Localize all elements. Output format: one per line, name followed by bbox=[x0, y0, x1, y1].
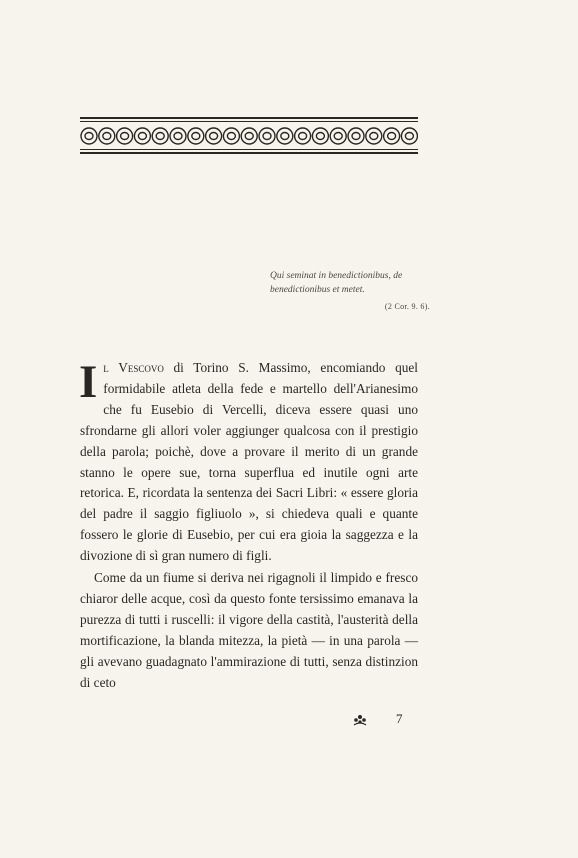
floral-ornament-icon bbox=[352, 713, 368, 727]
drop-cap: I bbox=[79, 356, 98, 408]
epigraph-text: Qui seminat in benedictionibus, de benedictionibus et metet. bbox=[270, 271, 403, 295]
epigraph-reference: (2 Cor. 9. 6). bbox=[384, 302, 430, 311]
page-number: 7 bbox=[396, 711, 403, 726]
bottom-rule bbox=[80, 152, 418, 154]
top-rule-thin bbox=[80, 121, 418, 122]
paragraph-2: Come da un fiume si deriva nei rigagnoli il limpido e fresco chiaror delle acque, così da questo fonte tersissimo emanava la purezza di tutti i ruscelli: il vigore della castità, l'austerità della mortificazione, la blanda mitezza, la pietà — in una parola — gli avevano guadagnato l'ammirazione di tutti, senza distinzion di ceto bbox=[80, 570, 418, 690]
folio bbox=[352, 711, 422, 731]
header-ornament bbox=[80, 117, 418, 155]
chain-ornament-icon bbox=[80, 125, 418, 147]
opening-words: l Vescovo bbox=[103, 360, 164, 375]
paragraph-1 bbox=[80, 358, 418, 567]
paragraph-1-text: di Torino S. Massimo, encomiando quel formidabile atleta della fede e martello dell'Arianesimo che fu Eusebio di Vercelli, diceva essere quasi uno sfrondarne gli allori voler aggiunger qualcosa con il prestigio della parola; poichè, dove a provare il merito di un grande stanno le opere sue, torna superflua ed inutile ogni arte retorica. E, ricordata la sentenza dei Sacri Libri: « essere gloria del padre il saggio figliuolo », si chiedeva quali e quante fossero le glorie di Eusebio, per cui era gioia la saggezza e la divozione di sì gran numero di figli. bbox=[80, 360, 418, 564]
epigraph bbox=[270, 270, 430, 314]
bottom-rule-thin bbox=[80, 149, 418, 150]
body-text bbox=[80, 358, 418, 694]
top-rule bbox=[80, 117, 418, 119]
